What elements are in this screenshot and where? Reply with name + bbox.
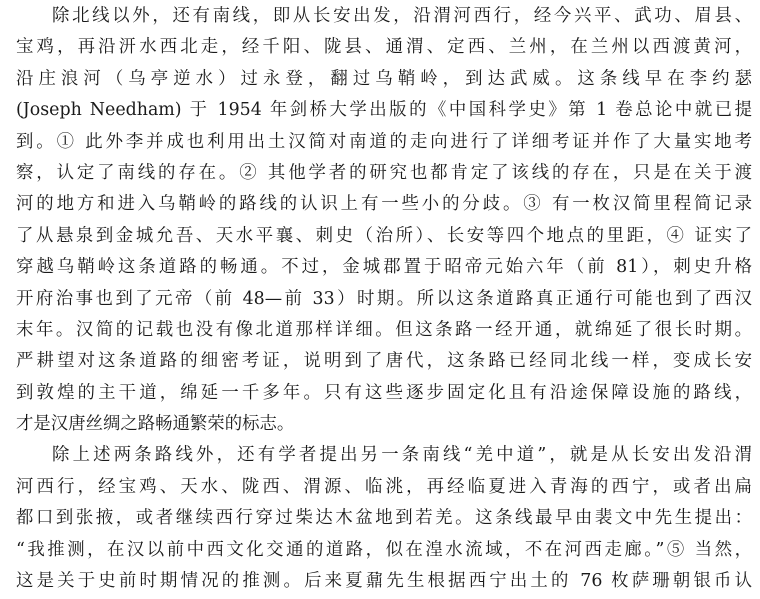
text-line: 沿庄浪河（乌亭逆水）过永登，翻过乌鞘岭，到达武威。这条线早在李约瑟: [16, 69, 752, 89]
text-line: 到。① 此外李并成也利用出土汉简对南道的走向进行了详细考证并作了大量实地考: [16, 132, 752, 152]
text-line: 穿越乌鞘岭这条道路的畅通。不过，金城郡置于昭帝元始六年（前 81），刺史升格: [16, 257, 752, 277]
text-line: 这是关于史前时期情况的推测。后来夏鼐先生根据西宁出土的 76 枚萨珊朝银币认: [16, 571, 752, 591]
text-line: 了从悬泉到金城允吾、天水平襄、刺史（治所）、长安等四个地点的里距，④ 证实了: [16, 226, 752, 246]
text-line: 都口到张掖，或者继续西行穿过柴达木盆地到若羌。这条线最早由裴文中先生提出：: [16, 508, 752, 528]
text-line: 河西行，经宝鸡、天水、陇西、渭源、临洮，再经临夏进入青海的西宁，或者出扁: [16, 477, 752, 497]
text-line: 末年。汉简的记载也没有像北道那样详细。但这条路一经开通，就绵延了很长时期。: [16, 320, 752, 340]
text-line: 察，认定了南线的存在。② 其他学者的研究也都肯定了该线的存在，只是在关于渡: [16, 163, 752, 183]
text-line: 才是汉唐丝绸之路畅通繁荣的标志。: [16, 414, 295, 434]
text-line: 到敦煌的主干道，绵延一千多年。只有这些逐步固定化且有沿途保障设施的路线，: [16, 383, 752, 403]
text-line: (Joseph Needham) 于 1954 年剑桥大学出版的《中国科学史》第 1 卷总论中就已提: [16, 100, 752, 120]
text-line: 开府治事也到了元帝（前 48—前 33）时期。所以这条道路真正通行可能也到了西汉: [16, 289, 752, 309]
text-line: 河的地方和进入乌鞘岭的路线的认识上有一些小的分歧。③ 有一枚汉简里程简记录: [16, 194, 752, 214]
text-line: 除北线以外，还有南线，即从长安出发，沿渭河西行，经今兴平、武功、眉县、: [52, 6, 752, 26]
text-line: 除上述两条路线外，还有学者提出另一条南线“羌中道”，就是从长安出发沿渭: [52, 445, 752, 465]
text-line: “我推测，在汉以前中西文化交通的道路，似在湟水流域，不在河西走廊。”⑤ 当然，: [16, 540, 752, 560]
text-line: 严耕望对这条道路的细密考证，说明到了唐代，这条路已经同北线一样，变成长安: [16, 351, 752, 371]
text-line: 宝鸡，再沿汧水西北走，经千阳、陇县、通渭、定西、兰州，在兰州以西渡黄河，: [16, 37, 752, 57]
